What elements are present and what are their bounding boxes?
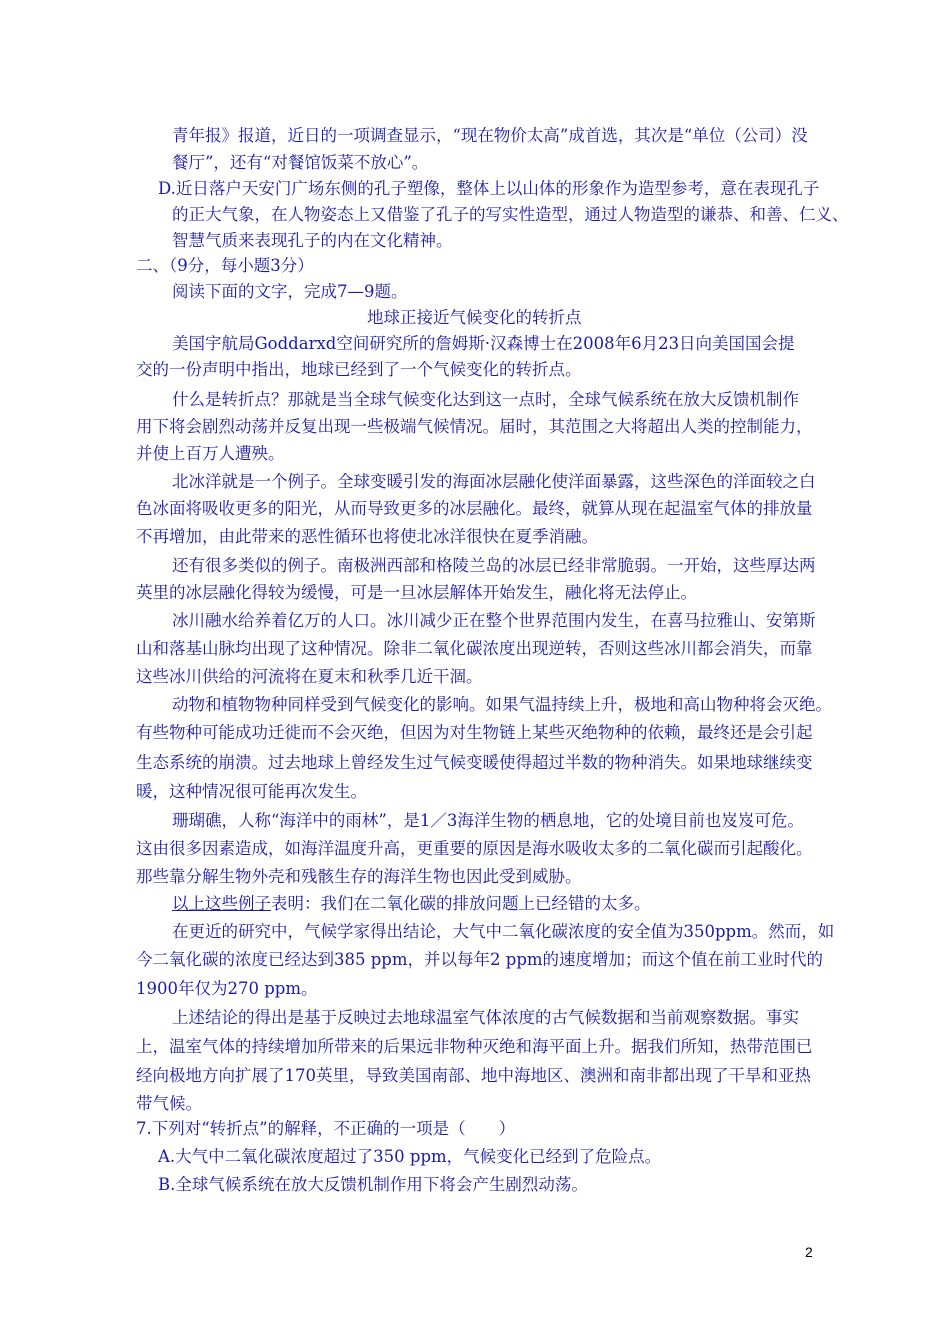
- text-line: 经向极地方向扩展了170英里，导致美国南部、地中海地区、澳洲和南非都出现了干旱和亚热: [136, 1066, 811, 1085]
- text-line: 美国宇航局Goddarxd空间研究所的詹姆斯·汉森博士在2008年6月23日向美国国会提: [172, 334, 795, 353]
- option-a: A.大气中二氧化碳浓度超过了350 ppm，气候变化已经到了危险点。: [158, 1147, 662, 1166]
- text-line: 交的一份声明中指出，地球已经到了一个气候变化的转折点。: [136, 360, 582, 379]
- text-line: 生态系统的崩溃。过去地球上曾经发生过气候变暖使得超过半数的物种消失。如果地球继续变: [136, 753, 813, 772]
- passage-title: 地球正接近气候变化的转折点: [367, 308, 582, 327]
- text-span: 表明：我们在二氧化碳的排放问题上已经错的太多。: [271, 894, 651, 913]
- text-line: 上述结论的得出是基于反映过去地球温室气体浓度的古气候数据和当前观察数据。事实: [172, 1008, 799, 1027]
- text-line: 北冰洋就是一个例子。全球变暖引发的海面冰层融化使洋面暴露，这些深色的洋面较之白: [172, 472, 816, 491]
- text-line: 1900年仅为270 ppm。: [136, 979, 318, 998]
- text-line: 用下将会剧烈动荡并反复出现一些极端气候情况。届时，其范围之大将超出人类的控制能力，: [136, 417, 813, 436]
- option-b: B.全球气候系统在放大反馈机制作用下将会产生剧烈动荡。: [158, 1175, 588, 1194]
- text-line: [172, 893, 651, 917]
- text-line: 还有很多类似的例子。南极洲西部和格陵兰岛的冰层已经非常脆弱。一开始，这些厚达两: [172, 556, 816, 575]
- text-line: 动物和植物物种同样受到气候变化的影响。如果气温持续上升，极地和高山物种将会灭绝。: [172, 695, 832, 714]
- page-number: 2: [805, 1244, 813, 1260]
- text-line: 暖，这种情况很可能再次发生。: [136, 782, 367, 801]
- text-line: 什么是转折点？那就是当全球气候变化达到这一点时，全球气候系统在放大反馈机制作: [172, 390, 799, 409]
- text-line: 那些靠分解生物外壳和残骸生存的海洋生物也因此受到威胁。: [136, 867, 582, 886]
- question-7: 7.下列对“转折点”的解释，不正确的一项是（ ）: [136, 1119, 516, 1138]
- text-line: 餐厅”，还有“对餐馆饭菜不放心”。: [172, 153, 429, 172]
- text-line: 有些物种可能成功迁徙而不会灭绝，但因为对生物链上某些灭绝物种的依赖，最终还是会引起: [136, 723, 813, 742]
- text-line: 智慧气质来表现孔子的内在文化精神。: [172, 231, 453, 250]
- text-line: 英里的冰层融化得较为缓慢，可是一旦冰层解体开始发生，融化将无法停止。: [136, 583, 697, 602]
- text-line: 冰川融水给养着亿万的人口。冰川减少正在整个世界范围内发生，在喜马拉雅山、安第斯: [172, 611, 816, 630]
- text-line: 带气候。: [136, 1094, 202, 1113]
- underlined-phrase: 以上这些例子: [172, 894, 271, 913]
- text-line: 珊瑚礁，人称“海洋中的雨林”，是1／3海洋生物的栖息地，它的处境目前也岌岌可危。: [172, 811, 804, 830]
- text-line: 并使上百万人遭殃。: [136, 444, 285, 463]
- text-line: 山和落基山脉均出现了这种情况。除非二氧化碳浓度出现逆转，否则这些冰川都会消失，而靠: [136, 639, 813, 658]
- text-line: 今二氧化碳的浓度已经达到385 ppm，并以每年2 ppm的速度增加；而这个值在前工业时代的: [136, 950, 824, 969]
- text-line: 的正大气象，在人物姿态上又借鉴了孔子的写实性造型，通过人物造型的谦恭、和善、仁义、: [172, 205, 849, 224]
- text-line: 青年报》报道，近日的一项调查显示，“现在物价太高”成首选，其次是“单位（公司）没: [172, 126, 808, 145]
- text-line: 色冰面将吸收更多的阳光，从而导致更多的冰层融化。最终，就算从现在起温室气体的排放量: [136, 499, 813, 518]
- instruction-line: 阅读下面的文字，完成7—9题。: [172, 282, 408, 301]
- section-heading: 二、（9分，每小题3分）: [136, 256, 314, 275]
- text-line: 这由很多因素造成，如海洋温度升高，更重要的原因是海水吸收太多的二氧化碳而引起酸化。: [136, 839, 813, 858]
- text-line: 在更近的研究中，气候学家得出结论，大气中二氧化碳浓度的安全值为350ppm。然而，如: [172, 922, 835, 941]
- text-line: 不再增加，由此带来的恶性循环也将使北冰洋很快在夏季消融。: [136, 527, 598, 546]
- text-line: 这些冰川供给的河流将在夏末和秋季几近干涸。: [136, 667, 483, 686]
- text-line: 上，温室气体的持续增加所带来的后果远非物种灭绝和海平面上升。据我们所知，热带范围已: [136, 1037, 813, 1056]
- option-d-line: D.近日落户天安门广场东侧的孔子塑像，整体上以山体的形象作为造型参考，意在表现孔子: [158, 179, 820, 198]
